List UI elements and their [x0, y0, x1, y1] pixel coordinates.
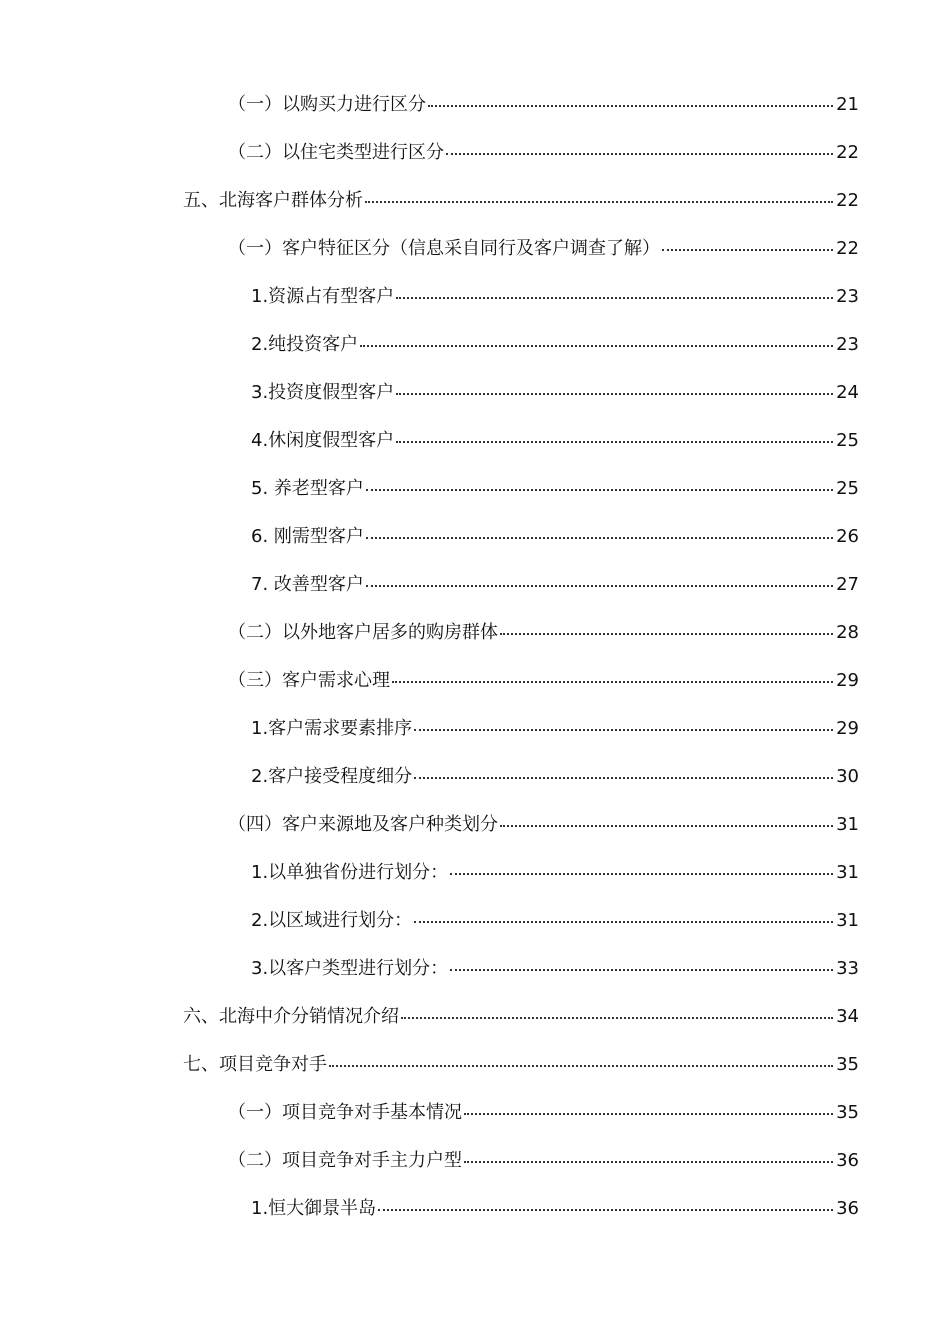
toc-entry-title: 1.资源占有型客户 — [251, 286, 395, 307]
dot-leader — [662, 249, 833, 251]
toc-entry-title: 2.以区域进行划分： — [251, 910, 413, 931]
toc-entry-title: 1.客户需求要素排序 — [251, 718, 413, 739]
toc-entry-title: 五、北海客户群体分析 — [183, 190, 363, 211]
dot-leader — [392, 681, 833, 683]
toc-entry-page: 24 — [836, 382, 859, 403]
dot-leader — [396, 393, 833, 395]
dot-leader — [360, 345, 833, 347]
toc-entry-page: 22 — [836, 238, 859, 259]
toc-entry-title: 4.休闲度假型客户 — [251, 430, 395, 451]
toc-entry[interactable] — [0, 561, 950, 609]
toc-entry-title: 2.客户接受程度细分 — [251, 766, 413, 787]
toc-entry-page: 29 — [836, 718, 859, 739]
toc-entry-page: 22 — [836, 142, 859, 163]
dot-leader — [464, 1113, 833, 1115]
toc-entry-page: 23 — [836, 286, 859, 307]
dot-leader — [500, 825, 833, 827]
dot-leader — [396, 441, 833, 443]
toc-entry[interactable] — [0, 129, 950, 177]
toc-entry-title: 七、项目竞争对手 — [183, 1054, 327, 1075]
dot-leader — [365, 201, 833, 203]
toc-entry[interactable] — [0, 177, 950, 225]
dot-leader — [366, 489, 833, 491]
toc-entry-page: 27 — [836, 574, 859, 595]
dot-leader — [446, 153, 833, 155]
toc-entry-page: 34 — [836, 1006, 859, 1027]
toc-entry-page: 26 — [836, 526, 859, 547]
toc-entry-title: （二）以外地客户居多的购房群体 — [228, 622, 498, 643]
toc-entry-page: 29 — [836, 670, 859, 691]
toc-entry[interactable] — [0, 897, 950, 945]
toc-entry[interactable] — [0, 1137, 950, 1185]
toc-entry-page: 31 — [836, 814, 859, 835]
dot-leader — [396, 297, 833, 299]
dot-leader — [428, 105, 833, 107]
dot-leader — [366, 585, 833, 587]
dot-leader — [378, 1209, 833, 1211]
dot-leader — [450, 873, 833, 875]
toc-entry-page: 25 — [836, 478, 859, 499]
toc-entry[interactable] — [0, 369, 950, 417]
toc-entry[interactable] — [0, 657, 950, 705]
toc-entry[interactable] — [0, 753, 950, 801]
dot-leader — [329, 1065, 833, 1067]
toc-entry[interactable] — [0, 273, 950, 321]
toc-entry-title: 六、北海中介分销情况介绍 — [183, 1006, 399, 1027]
toc-entry-page: 25 — [836, 430, 859, 451]
toc-entry-title: 1.以单独省份进行划分： — [251, 862, 449, 883]
toc-entry-title: （二）项目竞争对手主力户型 — [228, 1150, 462, 1171]
toc-entry-page: 35 — [836, 1054, 859, 1075]
toc-entry[interactable] — [0, 81, 950, 129]
toc-entry[interactable] — [0, 993, 950, 1041]
toc-entry[interactable] — [0, 1185, 950, 1233]
dot-leader — [414, 921, 833, 923]
toc-entry-title: （三）客户需求心理 — [228, 670, 390, 691]
toc-entry-title: （一）项目竞争对手基本情况 — [228, 1102, 462, 1123]
toc-entry-title: 6. 刚需型客户 — [251, 526, 364, 547]
toc-entry-title: 3.投资度假型客户 — [251, 382, 395, 403]
dot-leader — [450, 969, 833, 971]
toc-entry-title: 5. 养老型客户 — [251, 478, 364, 499]
dot-leader — [500, 633, 833, 635]
toc-entry-title: （一）客户特征区分（信息采自同行及客户调查了解） — [228, 238, 660, 259]
toc-entry-title: 2.纯投资客户 — [251, 334, 359, 355]
toc-entry[interactable] — [0, 609, 950, 657]
toc-entry-title: 7. 改善型客户 — [251, 574, 364, 595]
toc-entry[interactable] — [0, 945, 950, 993]
toc-entry-title: （二）以住宅类型进行区分 — [228, 142, 444, 163]
toc-entry[interactable] — [0, 801, 950, 849]
toc-entry-title: 1.恒大御景半岛 — [251, 1198, 377, 1219]
dot-leader — [366, 537, 833, 539]
toc-entry-page: 22 — [836, 190, 859, 211]
toc-entry[interactable] — [0, 1089, 950, 1137]
toc-entry[interactable] — [0, 321, 950, 369]
toc-entry-page: 28 — [836, 622, 859, 643]
toc-entry[interactable] — [0, 417, 950, 465]
dot-leader — [414, 777, 833, 779]
toc-entry-page: 31 — [836, 862, 859, 883]
toc-entry[interactable] — [0, 465, 950, 513]
toc-entry[interactable] — [0, 849, 950, 897]
dot-leader — [401, 1017, 833, 1019]
toc-entry[interactable] — [0, 225, 950, 273]
toc-entry-page: 35 — [836, 1102, 859, 1123]
dot-leader — [414, 729, 833, 731]
toc-entry-page: 36 — [836, 1198, 859, 1219]
toc-entry-page: 21 — [836, 94, 859, 115]
toc-entry-page: 31 — [836, 910, 859, 931]
toc-entry[interactable] — [0, 513, 950, 561]
toc-entry-title: 3.以客户类型进行划分： — [251, 958, 449, 979]
toc-entry[interactable] — [0, 705, 950, 753]
dot-leader — [464, 1161, 833, 1163]
toc-entry-title: （四）客户来源地及客户种类划分 — [228, 814, 498, 835]
table-of-contents — [0, 81, 950, 1233]
toc-entry-page: 36 — [836, 1150, 859, 1171]
toc-entry[interactable] — [0, 1041, 950, 1089]
toc-entry-page: 23 — [836, 334, 859, 355]
toc-entry-page: 33 — [836, 958, 859, 979]
toc-entry-title: （一）以购买力进行区分 — [228, 94, 426, 115]
toc-entry-page: 30 — [836, 766, 859, 787]
